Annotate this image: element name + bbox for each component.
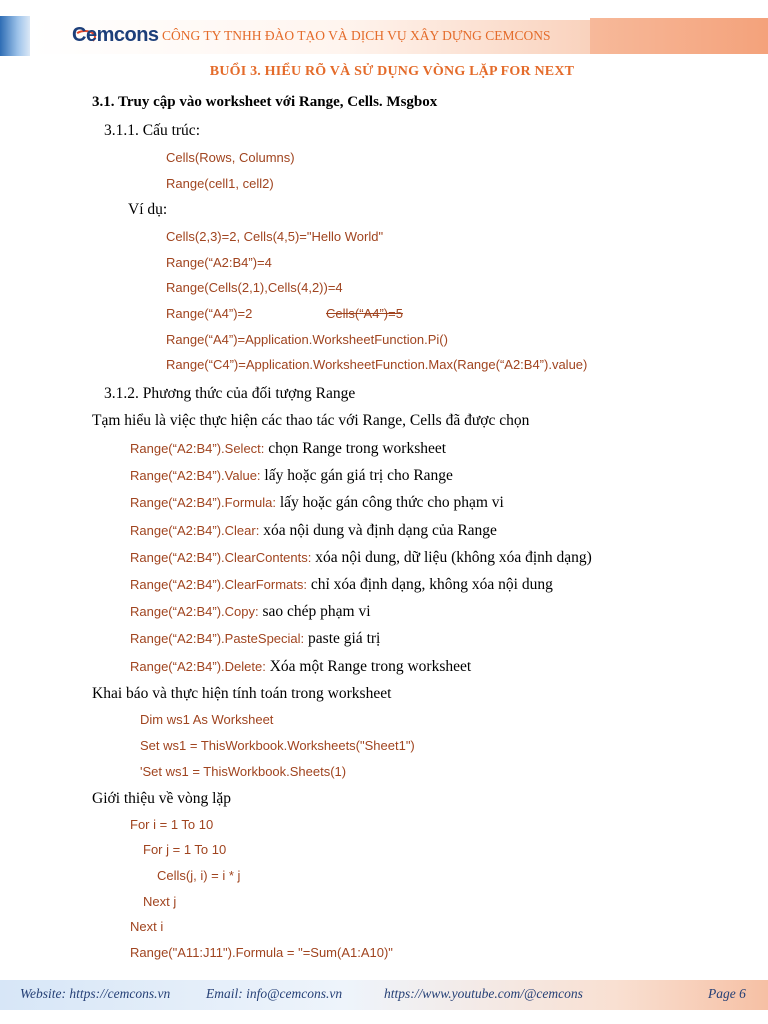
code-line: Cells(j, i) = i * j (157, 868, 241, 883)
example-line: Range(“A4”)=2 (166, 306, 253, 321)
method-desc: xóa nội dung, dữ liệu (không xóa định dạng) (311, 549, 592, 566)
method-code: Range(“A2:B4”).PasteSpecial: (130, 631, 305, 646)
footer-website-link[interactable]: Website: https://cemcons.vn (20, 986, 171, 1001)
footer-email-link[interactable]: Email: info@cemcons.vn (206, 986, 343, 1001)
method-code: Range(“A2:B4”).Select: (130, 441, 265, 456)
syntax-line: Range(cell1, cell2) (166, 176, 274, 191)
lesson-title: BUỔI 3. HIỂU RÕ VÀ SỬ DỤNG VÒNG LẶP FOR NEXT (209, 64, 575, 79)
method-row (130, 467, 453, 485)
method-row (130, 440, 446, 458)
method-row (130, 630, 380, 648)
method-code: Range(“A2:B4”).Copy: (130, 604, 259, 619)
header-right-accent (590, 18, 768, 54)
method-desc: xóa nội dung và định dạng của Range (259, 522, 497, 539)
method-desc: sao chép phạm vi (258, 603, 371, 620)
code-line: Set ws1 = ThisWorkbook.Worksheets("Sheet1") (140, 738, 415, 753)
strikethrough-example: Cells(“A4”)=5 (326, 306, 403, 321)
company-name: CÔNG TY TNHH ĐÀO TẠO VÀ DỊCH VỤ XÂY DỰNG CEMCONS (162, 28, 551, 43)
method-row (130, 576, 553, 594)
method-code: Range(“A2:B4”).ClearContents: (130, 550, 312, 565)
method-code: Range(“A2:B4”).Delete: (130, 659, 266, 674)
code-line: Next j (143, 894, 177, 909)
code-line: Dim ws1 As Worksheet (140, 712, 274, 727)
page-number: Page 6 (708, 986, 746, 1001)
example-line: Range(“C4”)=Application.WorksheetFunction.Max(Range(“A2:B4”).value) (166, 357, 588, 372)
method-row (130, 658, 471, 676)
method-desc: lấy hoặc gán công thức cho phạm vi (275, 494, 504, 511)
declare-label: Khai báo và thực hiện tính toán trong worksheet (92, 685, 392, 702)
code-line: Next i (130, 919, 164, 934)
method-desc: chỉ xóa định dạng, không xóa nội dung (307, 576, 553, 593)
method-desc: chọn Range trong worksheet (264, 440, 447, 457)
example-line: Cells(2,3)=2, Cells(4,5)="Hello World" (166, 229, 384, 244)
method-code: Range(“A2:B4”).Clear: (130, 523, 260, 538)
footer-youtube-link[interactable]: https://www.youtube.com/@cemcons (384, 986, 583, 1001)
method-desc: paste giá trị (304, 630, 381, 647)
method-code: Range(“A2:B4”).Value: (130, 468, 261, 483)
page-header (0, 16, 768, 56)
subsection-structure: 3.1.1. Cấu trúc: (104, 122, 200, 139)
section-heading: 3.1. Truy cập vào worksheet với Range, Cells. Msgbox (92, 94, 438, 110)
example-line: Range(Cells(2,1),Cells(4,2))=4 (166, 280, 343, 295)
method-row (130, 522, 497, 540)
company-logo: Cemcons (72, 24, 159, 46)
example-line: Range(“A2:B4”)=4 (166, 255, 272, 270)
example-line: Range(“A4”)=Application.WorksheetFunction.Pi() (166, 332, 448, 347)
code-line: For i = 1 To 10 (130, 817, 214, 832)
subsection-methods: 3.1.2. Phương thức của đối tượng Range (104, 385, 356, 402)
method-code: Range(“A2:B4”).ClearFormats: (130, 577, 307, 592)
code-line: For j = 1 To 10 (143, 842, 227, 857)
example-label: Ví dụ: (128, 201, 168, 218)
method-row (130, 549, 592, 567)
method-code: Range(“A2:B4”).Formula: (130, 495, 276, 510)
code-comment-line: 'Set ws1 = ThisWorkbook.Sheets(1) (140, 764, 347, 779)
header-left-accent (0, 16, 30, 56)
code-line: Range("A11:J11").Formula = "=Sum(A1:A10)" (130, 945, 393, 960)
methods-intro: Tạm hiểu là việc thực hiện các thao tác với Range, Cells đã được chọn (92, 412, 530, 429)
page-footer (0, 980, 768, 1010)
loop-label: Giới thiệu về vòng lặp (92, 790, 232, 807)
method-desc: Xóa một Range trong worksheet (265, 658, 472, 675)
method-desc: lấy hoặc gán giá trị cho Range (260, 467, 453, 484)
syntax-line: Cells(Rows, Columns) (166, 150, 295, 165)
method-row (130, 603, 371, 621)
method-row (130, 494, 504, 512)
